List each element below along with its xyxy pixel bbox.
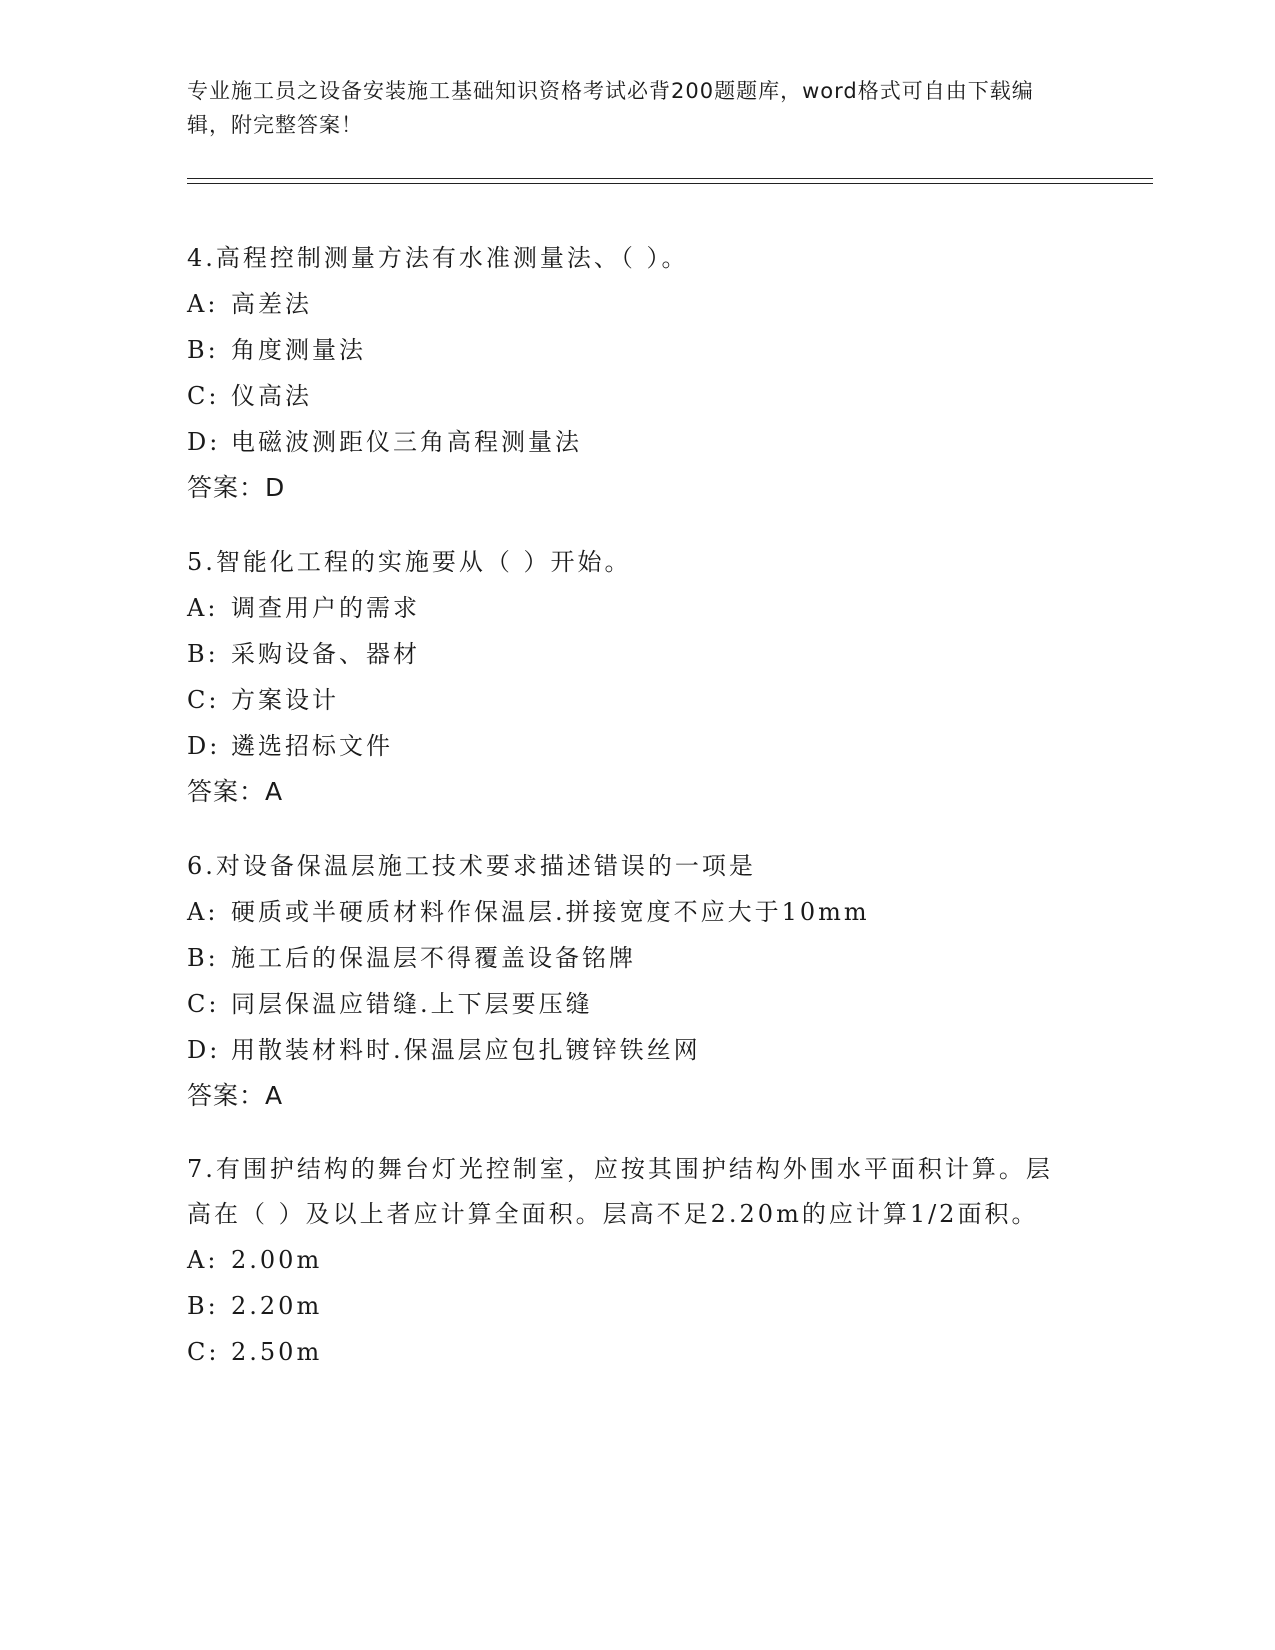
option-letter: B:	[187, 1292, 219, 1320]
option-text: 调查用户的需求	[231, 594, 420, 622]
header-divider-bottom	[187, 183, 1153, 184]
option-b	[187, 631, 1067, 677]
option-text: 电磁波测距仪三角高程测量法	[231, 428, 582, 456]
option-text: 2.20m	[231, 1292, 323, 1320]
question-list	[187, 235, 1067, 1404]
option-b	[187, 935, 1067, 981]
option-text: 同层保温应错缝.上下层要压缝	[231, 990, 593, 1018]
option-letter: D:	[187, 732, 221, 760]
option-a	[187, 281, 1067, 327]
question-text: 7.有围护结构的舞台灯光控制室，应按其围护结构外围水平面积计算。层高在（ ）及以上者应计算全面积。层高不足2.20m的应计算1/2面积。	[187, 1155, 1053, 1228]
option-c	[187, 373, 1067, 419]
option-letter: A:	[187, 594, 219, 622]
option-letter: B:	[187, 640, 219, 668]
question-text: 4.高程控制测量方法有水准测量法、（ ）。	[187, 244, 689, 272]
option-d	[187, 419, 1067, 465]
option-c	[187, 677, 1067, 723]
question-text: 5.智能化工程的实施要从（ ）开始。	[187, 548, 632, 576]
answer-line: 答案：A	[187, 1081, 284, 1110]
option-text: 2.00m	[231, 1246, 323, 1274]
question-5	[187, 539, 1067, 814]
option-letter: A:	[187, 1246, 219, 1274]
option-letter: D:	[187, 1036, 221, 1064]
option-a	[187, 1237, 1067, 1283]
option-text: 施工后的保温层不得覆盖设备铭牌	[231, 944, 636, 972]
document-header	[187, 74, 1067, 142]
option-d	[187, 723, 1067, 769]
option-c	[187, 981, 1067, 1027]
question-6	[187, 843, 1067, 1118]
answer-line: 答案：A	[187, 777, 284, 806]
option-letter: B:	[187, 944, 219, 972]
option-letter: C:	[187, 686, 220, 714]
question-4	[187, 235, 1067, 510]
answer-line: 答案：D	[187, 473, 286, 502]
option-letter: C:	[187, 990, 220, 1018]
header-divider-top	[187, 178, 1153, 179]
header-title: 专业施工员之设备安装施工基础知识资格考试必背200题题库，word格式可自由下载编辑，附完整答案！	[187, 79, 1034, 137]
option-text: 高差法	[231, 290, 312, 318]
option-text: 方案设计	[231, 686, 339, 714]
option-b	[187, 327, 1067, 373]
question-7	[187, 1147, 1067, 1375]
option-text: 角度测量法	[231, 336, 366, 364]
option-letter: B:	[187, 336, 219, 364]
option-text: 仪高法	[231, 382, 312, 410]
option-text: 采购设备、器材	[231, 640, 420, 668]
option-a	[187, 889, 1067, 935]
option-letter: C:	[187, 382, 220, 410]
option-d	[187, 1027, 1067, 1073]
option-letter: A:	[187, 290, 219, 318]
question-text: 6.对设备保温层施工技术要求描述错误的一项是	[187, 852, 756, 880]
option-text: 2.50m	[231, 1338, 323, 1366]
option-letter: C:	[187, 1338, 220, 1366]
option-text: 用散装材料时.保温层应包扎镀锌铁丝网	[231, 1036, 701, 1064]
option-c	[187, 1329, 1067, 1375]
option-text: 遴选招标文件	[231, 732, 393, 760]
option-b	[187, 1283, 1067, 1329]
option-text: 硬质或半硬质材料作保温层.拼接宽度不应大于10mm	[231, 898, 870, 926]
option-letter: A:	[187, 898, 219, 926]
option-letter: D:	[187, 428, 221, 456]
option-a	[187, 585, 1067, 631]
